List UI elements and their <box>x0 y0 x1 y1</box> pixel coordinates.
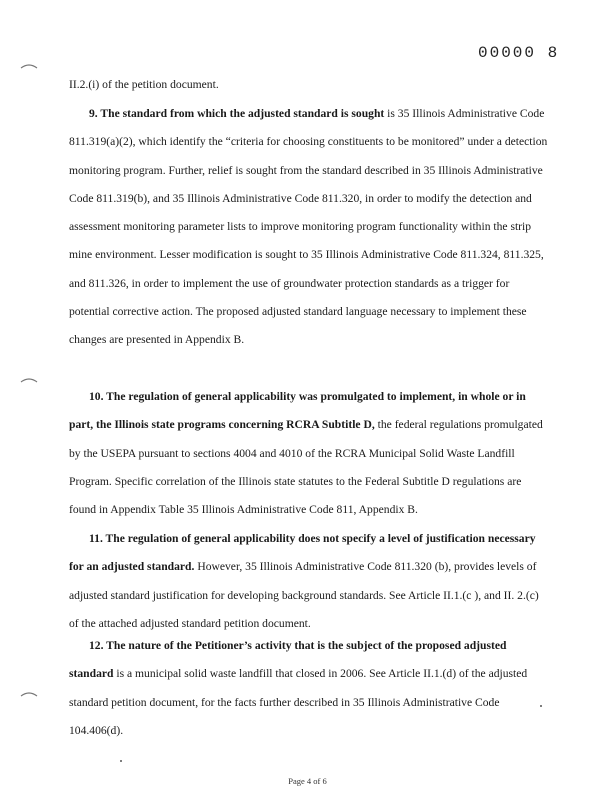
page-footer: Page 4 of 6 <box>288 776 327 786</box>
paragraph-10-heading: 10. The regulation of general applicability was promulgated to implement, in whole or in part, the Illinois state programs concerning RCRA Subtitle D, <box>69 390 526 432</box>
scan-mark-middle <box>20 376 38 384</box>
paragraph-12-heading: 12. The nature of the Petitioner’s activity that is the subject of the proposed adjusted standard <box>69 639 507 681</box>
scan-mark-bottom <box>20 690 38 698</box>
scan-speck <box>540 705 542 707</box>
paragraph-11-heading: 11. The regulation of general applicability does not specify a level of justification necessary for an adjusted standard. <box>69 532 536 574</box>
paragraph-11 <box>69 525 549 638</box>
scan-mark-top <box>20 62 38 70</box>
paragraph-9-heading: 9. The standard from which the adjusted standard is sought <box>89 107 385 120</box>
paragraph-9-text: is 35 Illinois Administrative Code 811.319(a)(2), which identify the “criteria for choosing constituents to be monitored” under a detection monitoring program. Further, relief is sought from the standard described in 35 Illinois Administrative Code 811.319(b), and 35 Illinois Administrative Code 811.320, in order to modify the detection and assessment monitoring parameter lists to improve monitoring program functionality within the strip mine environment. Lesser modification is sought to 35 Illinois Administrative Code 811.324, 811.325, and 811.326, in order to implement the use of groundwater protection standards as a trigger for potential corrective action. The proposed adjusted standard language necessary to implement these changes are presented in Appendix B. <box>69 107 548 347</box>
paragraph-12 <box>69 632 549 745</box>
page-number-stamp: 00000 8 <box>478 44 560 62</box>
paragraph-12-text: is a municipal solid waste landfill that closed in 2006. See Article II.1.(d) of the adjusted standard petition document, for the facts further described in 35 Illinois Administrative Code 104.406(d). <box>69 667 528 737</box>
paragraph-continuation <box>69 71 549 99</box>
paragraph-11-text: However, 35 Illinois Administrative Code 811.320 (b), provides levels of adjusted standard justification for developing background standards. See Article II.1.(c ), and II. 2.(c) of the attached adjusted standard petition document. <box>69 560 539 630</box>
scan-speck <box>120 760 122 762</box>
paragraph-10-text: the federal regulations promulgated by the USEPA pursuant to sections 4004 and 4010 of the RCRA Municipal Solid Waste Landfill Program. Specific correlation of the Illinois state statutes to the Federal Subtitle D regulations are found in Appendix Table 35 Illinois Administrative Code 811, Appendix B. <box>69 418 543 517</box>
paragraph-continuation-text: II.2.(i) of the petition document. <box>69 78 219 91</box>
paragraph-9 <box>69 100 549 355</box>
paragraph-10 <box>69 383 549 524</box>
